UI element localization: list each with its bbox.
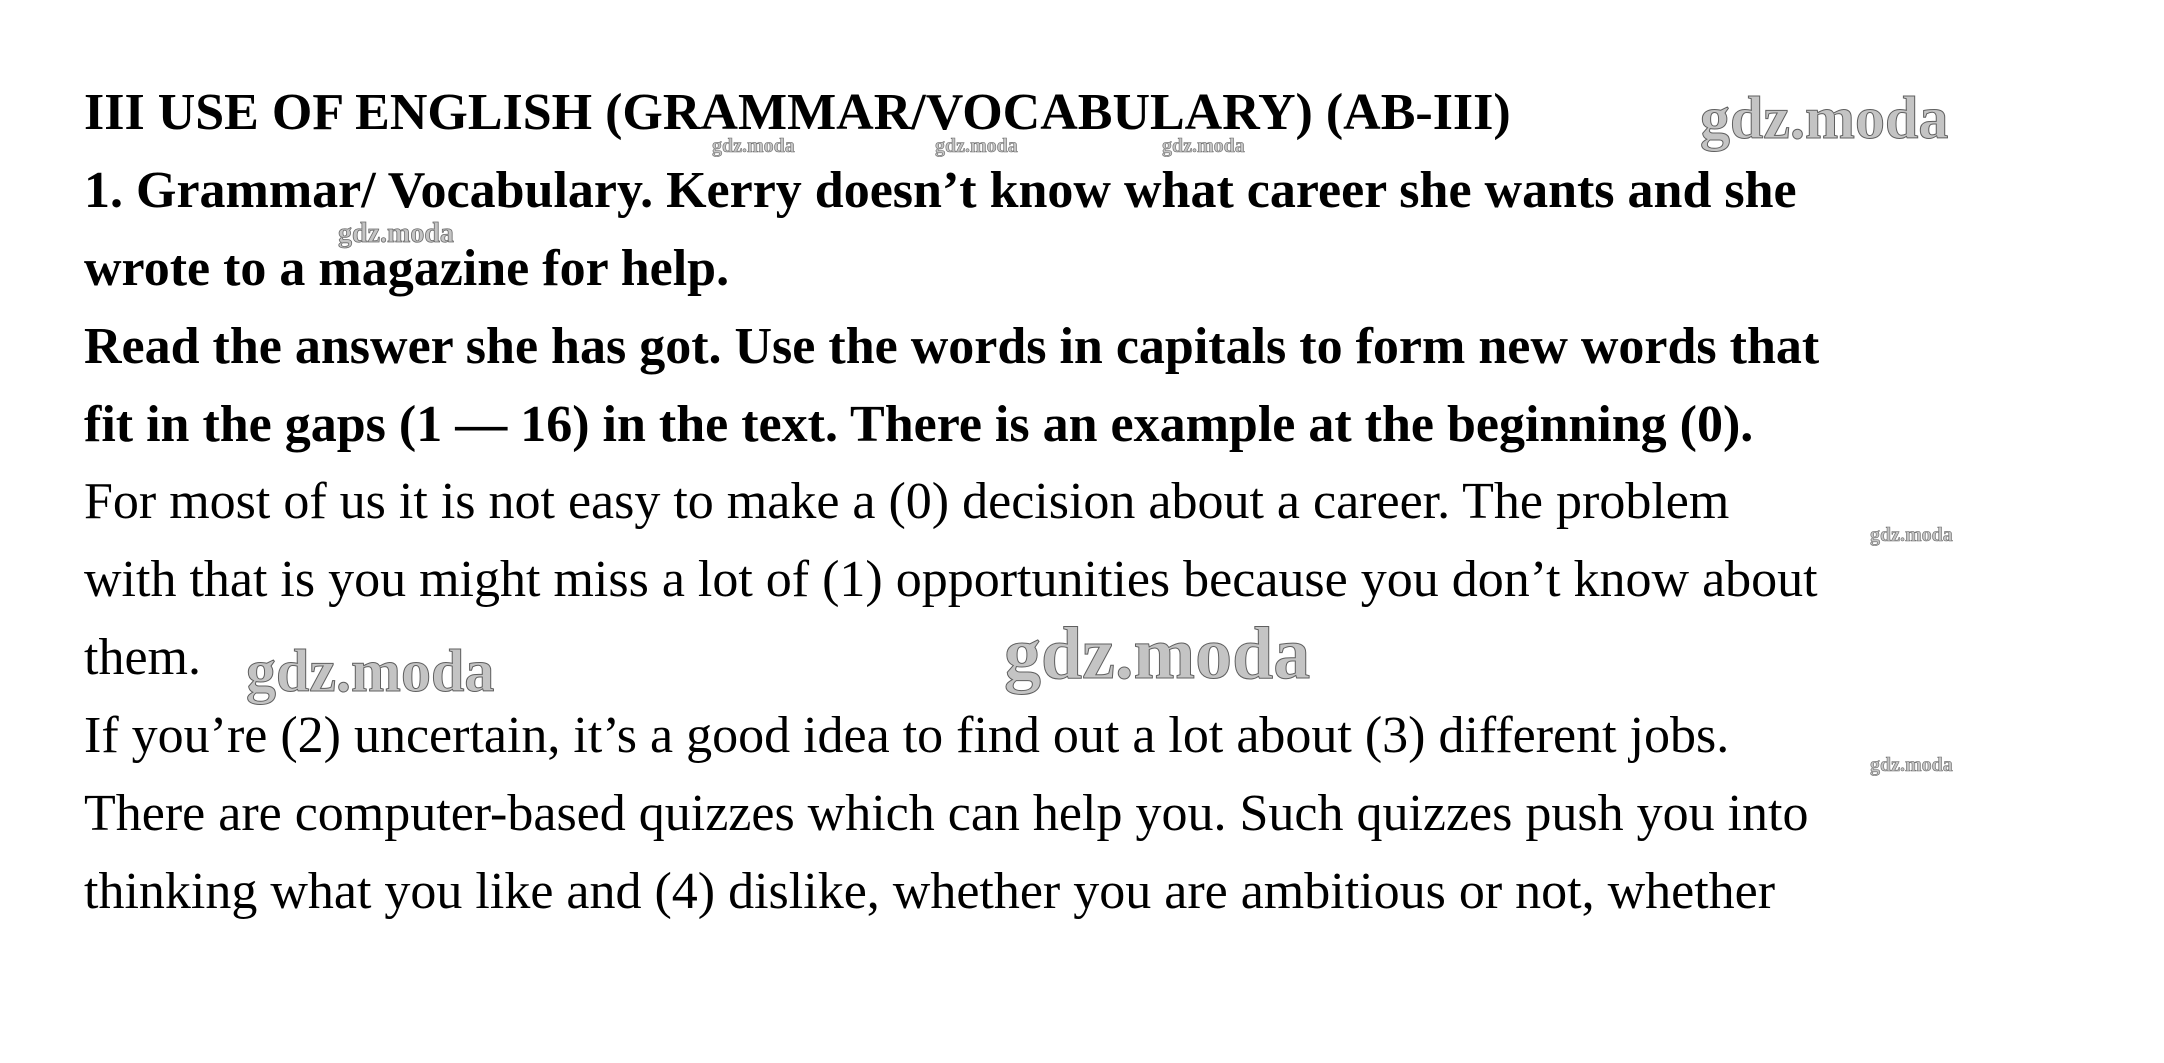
watermark-logo: gdz.moda xyxy=(1870,754,1953,776)
instruction-line-2: fit in the gaps (1 — 16) in the text. There is an example at the beginning (0). xyxy=(84,396,1754,453)
text-line-4: If you’re (2) uncertain, it’s a good idea to find out a lot about (3) different jobs. xyxy=(84,707,1730,764)
watermark-logo: gdz.moda xyxy=(712,135,795,157)
instruction-line-1: Read the answer she has got. Use the words in capitals to form new words that xyxy=(84,318,1820,375)
watermark-logo: gdz.moda xyxy=(935,135,1018,157)
task-title-line-2: wrote to a magazine for help. xyxy=(84,240,730,297)
task-title-line-1: 1. Grammar/ Vocabulary. Kerry doesn’t know what career she wants and she xyxy=(84,162,1797,219)
watermark-logo: gdz.moda xyxy=(338,218,454,249)
watermark-logo: gdz.moda xyxy=(1700,85,1949,151)
watermark-logo: gdz.moda xyxy=(1004,613,1311,695)
watermark-logo: gdz.moda xyxy=(1162,135,1245,157)
text-line-1: For most of us it is not easy to make a (0) decision about a career. The problem xyxy=(84,473,1730,530)
text-line-5: There are computer-based quizzes which can help you. Such quizzes push you into xyxy=(84,785,1809,842)
text-line-6: thinking what you like and (4) dislike, whether you are ambitious or not, whether xyxy=(84,863,1776,920)
section-heading: III USE OF ENGLISH (GRAMMAR/VOCABULARY) (AB-III) xyxy=(84,84,1511,141)
watermark-logo: gdz.moda xyxy=(1870,524,1953,546)
text-line-2: with that is you might miss a lot of (1) opportunities because you don’t know about xyxy=(84,551,1818,608)
text-line-3: them. xyxy=(84,629,201,686)
watermark-logo: gdz.moda xyxy=(246,638,495,704)
